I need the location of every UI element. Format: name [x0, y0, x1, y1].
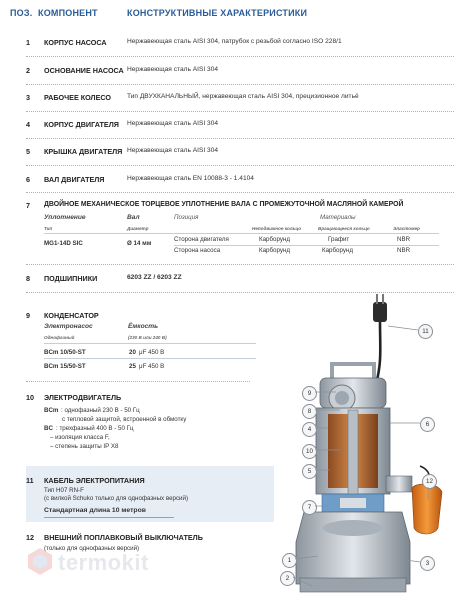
rotating-ring-motor: Графит — [328, 236, 350, 243]
fixed-ring-pump: Карборунд — [259, 247, 290, 254]
item-spec: 6203 ZZ / 6203 ZZ — [127, 274, 182, 281]
item-number: 3 — [26, 93, 30, 102]
header-characteristics: КОНСТРУКТИВНЫЕ ХАРАКТЕРИСТИКИ — [127, 8, 308, 18]
single-phase-subheader: Однофазный — [44, 335, 75, 340]
seal-title: ДВОЙНОЕ МЕХАНИЧЕСКОЕ ТОРЦЕВОЕ УПЛОТНЕНИЕ ВАЛА С ПРОМЕЖУТОЧНОЙ МАСЛЯНОЙ КАМЕРОЙ — [44, 201, 404, 208]
position-motor: Сторона двигателя — [174, 236, 229, 243]
item-name: КОРПУС ДВИГАТЕЛЯ — [44, 120, 119, 129]
item-spec: Тип ДВУХКАНАЛЬНЫЙ, нержавеющая сталь AISI 304, прецизионное литьё — [127, 93, 359, 100]
float-switch-note: (только для однофазных версий) — [44, 545, 140, 552]
item-name: КРЫШКА ДВИГАТЕЛЯ — [44, 147, 123, 156]
insulation-class: – изоляция класса F, — [50, 434, 110, 441]
header-component: КОМПОНЕНТ — [38, 8, 98, 18]
item-name: ПОДШИПНИКИ — [44, 274, 98, 283]
callout-12: 12 — [422, 474, 437, 489]
item-number: 5 — [26, 147, 30, 156]
watermark-text: termokit — [58, 550, 149, 575]
item-spec: Нержавеющая сталь EN 10088-3 - 1.4104 — [127, 175, 254, 182]
header-position: ПОЗ. — [10, 8, 33, 18]
item-spec: Нержавеющая сталь AISI 304 — [127, 147, 219, 154]
shaft-diameter: Ø 14 мм — [127, 240, 152, 247]
protection-degree: – степень защиты IP X8 — [50, 443, 119, 450]
item-name: ОСНОВАНИЕ НАСОСА — [44, 66, 124, 75]
seal-header: Уплотнение — [44, 214, 86, 221]
item-number: 7 — [26, 201, 30, 210]
callout-2: 2 — [280, 571, 295, 586]
position-pump: Сторона насоса — [174, 247, 221, 254]
elastomer-subheader: Эластомер — [393, 226, 420, 231]
bc-text: : трехфазный 400 В - 50 Гц — [56, 425, 134, 432]
bcm-text-2: с тепловой защитой, встроенной в обмотку — [62, 416, 187, 423]
pump-header: Электронасос — [44, 323, 93, 330]
item-name: ЭЛЕКТРОДВИГАТЕЛЬ — [44, 393, 122, 402]
item-spec: Нержавеющая сталь AISI 304 — [127, 66, 219, 73]
item-number: 11 — [26, 476, 34, 485]
item-number: 2 — [26, 66, 30, 75]
callout-9: 9 — [302, 386, 317, 401]
item-name: ВНЕШНИЙ ПОПЛАВКОВЫЙ ВЫКЛЮЧАТЕЛЬ — [44, 533, 203, 542]
cable-length: Стандартная длина 10 метров — [44, 507, 146, 514]
item-number: 10 — [26, 393, 34, 402]
bcm-text: : однофазный 230 В - 50 Гц — [61, 407, 140, 414]
callout-3: 3 — [420, 556, 435, 571]
elastomer-pump: NBR — [397, 247, 411, 254]
callout-6: 6 — [420, 417, 435, 432]
item-spec: Нержавеющая сталь AISI 304 — [127, 120, 219, 127]
item-name: КОНДЕНСАТОР — [44, 311, 99, 320]
cable-plug-note: (с вилкой Schuko только для однофазных версий) — [44, 495, 189, 502]
elastomer-motor: NBR — [397, 236, 411, 243]
callout-1: 1 — [282, 553, 297, 568]
shaft-header: Вал — [127, 214, 140, 221]
item-number: 9 — [26, 311, 30, 320]
item-name: ВАЛ ДВИГАТЕЛЯ — [44, 175, 105, 184]
position-header: Позиция — [174, 214, 199, 221]
callout-8: 8 — [302, 404, 317, 419]
bc-label: BC — [44, 425, 53, 432]
rotating-ring-pump: Карборунд — [322, 247, 353, 254]
item-name: КОРПУС НАСОСА — [44, 38, 107, 47]
bcm-label: BCm — [44, 407, 59, 414]
item-number: 4 — [26, 120, 30, 129]
capacitor-value: 20 — [129, 349, 136, 356]
voltage-subheader: (230 В или 240 В) — [128, 335, 167, 340]
callout-10: 10 — [302, 444, 317, 459]
capacitor-unit: μF 450 В — [139, 363, 165, 370]
item-name: РАБОЧЕЕ КОЛЕСО — [44, 93, 111, 102]
cable-type: Тип H07 RN-F — [44, 487, 84, 494]
item-number: 1 — [26, 38, 30, 47]
capacitor-value: 25 — [129, 363, 136, 370]
seal-model: MG1-14D SIC — [44, 240, 83, 247]
type-subheader: Тип — [44, 226, 53, 231]
callout-7: 7 — [302, 500, 317, 515]
materials-header: Материалы — [320, 214, 356, 221]
item-number: 12 — [26, 533, 34, 542]
item-number: 6 — [26, 175, 30, 184]
capacitor-pump: BCm 10/50-ST — [44, 349, 86, 356]
item-spec: Нержавеющая сталь AISI 304, патрубок с резьбой согласно ISO 228/1 — [127, 38, 342, 45]
item-number: 8 — [26, 274, 30, 283]
callout-11: 11 — [418, 324, 433, 339]
diameter-subheader: Диаметр — [127, 226, 149, 231]
fixed-ring-subheader: Неподвижное кольцо — [252, 226, 302, 231]
callout-4: 4 — [302, 422, 317, 437]
fixed-ring-motor: Карборунд — [259, 236, 290, 243]
capacity-header: Ёмкость — [128, 323, 159, 330]
capacitor-unit: μF 450 В — [139, 349, 165, 356]
callout-5: 5 — [302, 464, 317, 479]
item-name: КАБЕЛЬ ЭЛЕКТРОПИТАНИЯ — [44, 476, 145, 485]
rotating-ring-subheader: Вращающееся кольцо — [318, 226, 370, 231]
capacitor-pump: BCm 15/50-ST — [44, 363, 86, 370]
